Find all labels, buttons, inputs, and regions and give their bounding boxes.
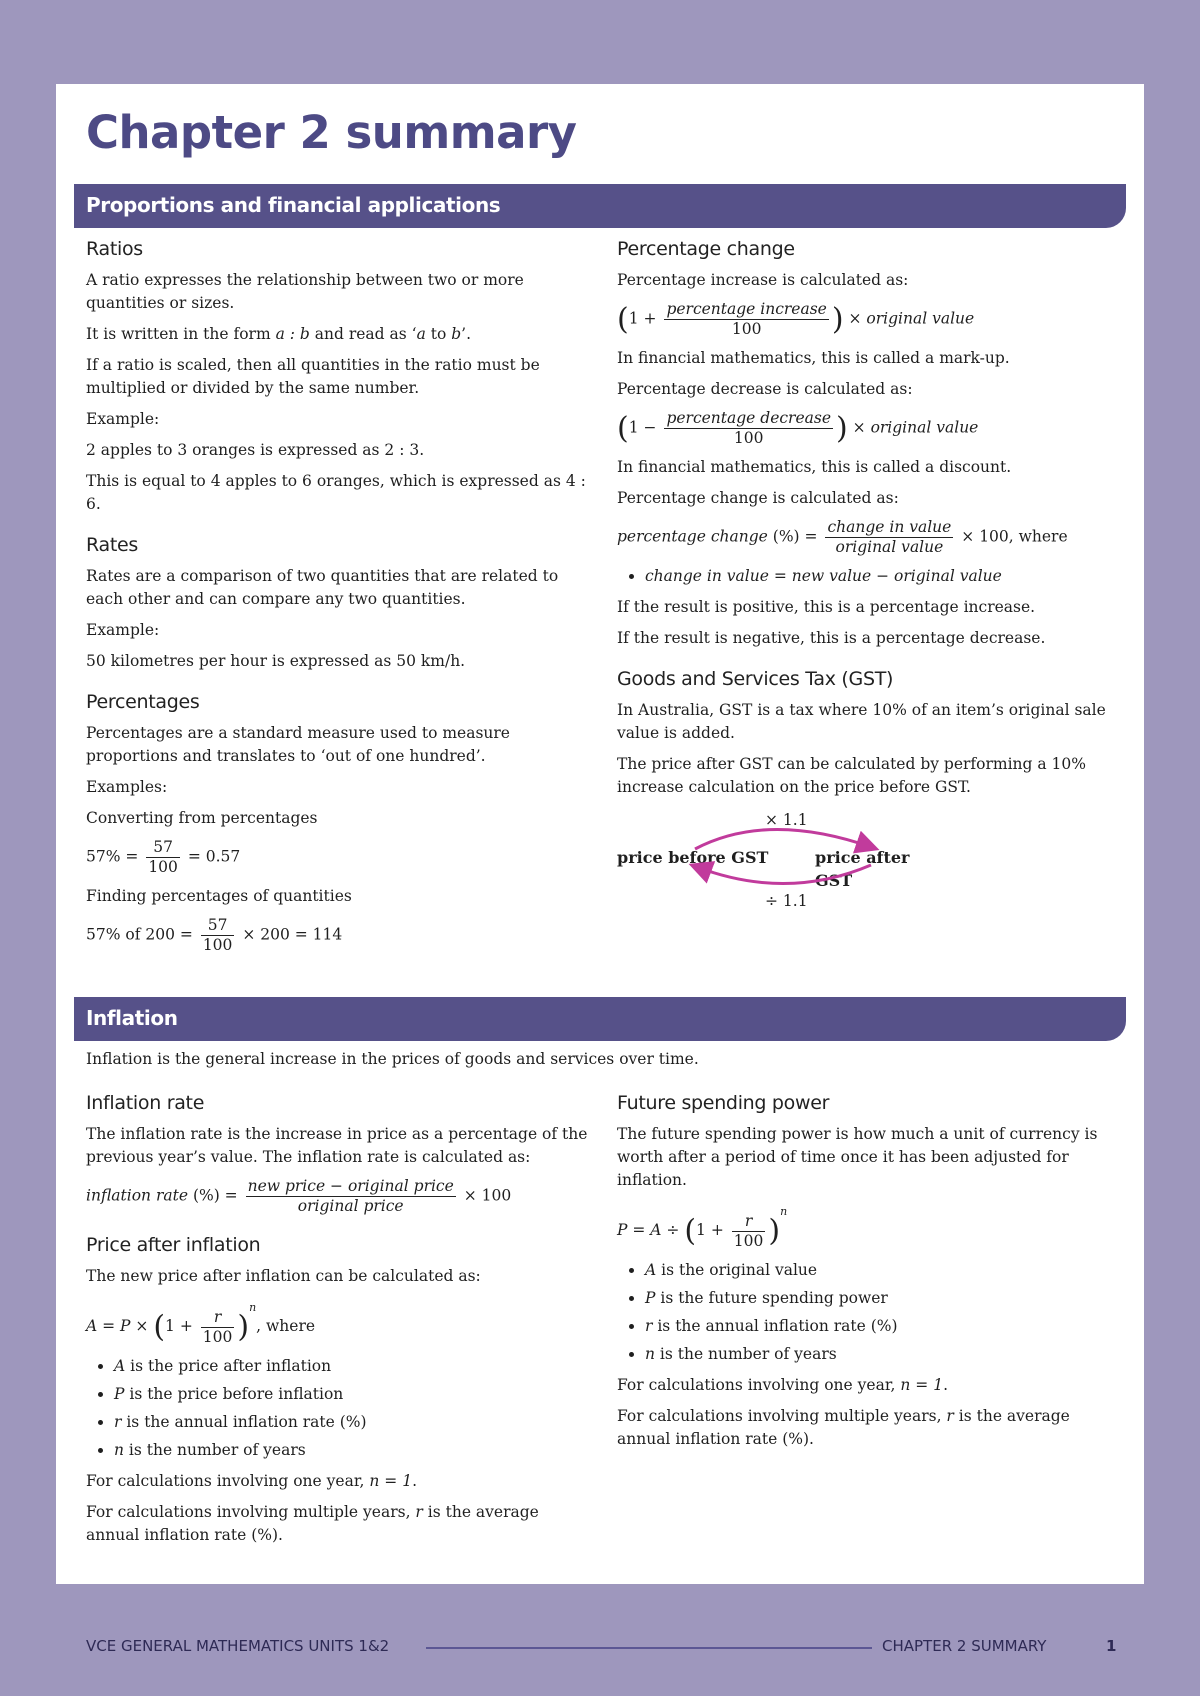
section-title: Proportions and financial applications	[86, 193, 501, 217]
inflation-rate-heading: Inflation rate	[86, 1092, 205, 1114]
list-item: • r is the annual inflation rate (%)	[645, 1315, 1122, 1338]
ratios-definition: A ratio expresses the relationship between two or more quantities or sizes.	[86, 271, 524, 312]
list-item: • n is the number of years	[645, 1343, 1122, 1366]
formula-percent-of: 57% of 200 = $\frac{57}{100}$ × 200 = 114	[86, 916, 343, 954]
gst-forward-arrow	[695, 829, 871, 849]
section-title: Inflation	[86, 1006, 178, 1030]
future-spending-variables	[617, 1259, 1122, 1366]
footer-rule	[426, 1647, 872, 1649]
gst-backward-arrow	[697, 865, 871, 884]
price-after-gst-label: price after GST	[815, 848, 910, 890]
ratios-scaling: If a ratio is scaled, then all quantities in the ratio must be multiplied or divided by the same number.	[86, 356, 540, 397]
page-footer	[86, 1637, 1116, 1663]
pct-decrease-note: In financial mathematics, this is called a discount.	[617, 458, 1012, 476]
section-band-inflation	[74, 997, 1126, 1041]
rates-definition: Rates are a comparison of two quantities that are related to each other and can compare any two quantities.	[86, 567, 559, 608]
gst-arrows	[617, 813, 947, 913]
price-after-multi-year: For calculations involving multiple years, r is the average annual inflation rate (%).	[86, 1502, 539, 1544]
page-number: 1	[1106, 1637, 1117, 1655]
future-one-year: For calculations involving one year, n = 1.	[617, 1375, 948, 1394]
right-column-proportions	[617, 238, 1122, 913]
gst-calculation: The price after GST can be calculated by performing a 10% increase calculation on the price before GST.	[617, 755, 1087, 796]
price-after-one-year: For calculations involving one year, n = 1.	[86, 1471, 417, 1490]
section-band-proportions	[74, 184, 1126, 228]
right-column-inflation	[617, 1092, 1122, 1459]
footer-book-title: VCE GENERAL MATHEMATICS UNITS 1&2	[86, 1637, 390, 1655]
formula-percent-convert: 57% = $\frac{57}{100}$ = 0.57	[86, 838, 241, 876]
ratios-example-2: This is equal to 4 apples to 6 oranges, which is expressed as 4 : 6.	[86, 472, 586, 513]
price-after-inflation-heading: Price after inflation	[86, 1234, 261, 1256]
pct-negative-note: If the result is negative, this is a percentage decrease.	[617, 629, 1046, 647]
list-item: • A is the price after inflation	[114, 1355, 591, 1378]
formula-pct-increase: (1 + $\frac{\text{percentage increase}}{100}$ ) × original value	[617, 300, 975, 338]
percentages-examples-label: Examples:	[86, 778, 168, 796]
formula-pct-decrease: (1 − $\frac{\text{percentage decrease}}{100}$ ) × original value	[617, 409, 979, 447]
inflation-intro: Inflation is the general increase in the prices of goods and services over time.	[86, 1050, 699, 1068]
ratios-heading: Ratios	[86, 238, 143, 260]
page-title: Chapter 2 summary	[86, 106, 577, 159]
future-multi-year: For calculations involving multiple years, r is the average annual inflation rate (%).	[617, 1406, 1070, 1448]
gst-heading: Goods and Services Tax (GST)	[617, 668, 894, 690]
ratios-example-label: Example:	[86, 410, 160, 428]
ratios-form: It is written in the form a : b and read as ‘a to b’.	[86, 325, 472, 343]
future-spending-heading: Future spending power	[617, 1092, 830, 1114]
percentages-heading: Percentages	[86, 691, 200, 713]
gst-definition: In Australia, GST is a tax where 10% of an item’s original sale value is added.	[617, 701, 1106, 742]
percentages-sub-finding: Finding percentages of quantities	[86, 887, 352, 905]
list-item: • P is the price before inflation	[114, 1383, 591, 1406]
gst-multiply-label: × 1.1	[765, 811, 808, 829]
inflation-rate-definition: The inflation rate is the increase in price as a percentage of the previous year’s value. The inflation rate is calculated as:	[86, 1125, 588, 1166]
price-after-intro: The new price after inflation can be calculated as:	[86, 1267, 481, 1285]
price-after-variables	[86, 1355, 591, 1462]
future-spending-definition: The future spending power is how much a unit of currency is worth after a period of time once it has been adjusted for inflation.	[617, 1125, 1098, 1189]
list-item: • A is the original value	[645, 1259, 1122, 1282]
percentage-change-heading: Percentage change	[617, 238, 795, 260]
left-column-proportions	[86, 238, 591, 963]
rates-example-1: 50 kilometres per hour is expressed as 50 km/h.	[86, 652, 466, 670]
formula-future-spending: P = A ÷ (1 + $\frac{r}{100}$ )$^n$	[617, 1205, 788, 1250]
list-item: • P is the future spending power	[645, 1287, 1122, 1310]
pct-change-intro: Percentage change is calculated as:	[617, 489, 899, 507]
rates-heading: Rates	[86, 534, 138, 556]
price-before-gst-label: price before GST	[617, 848, 769, 867]
list-item: • change in value = new value − original value	[645, 565, 1122, 588]
gst-diagram	[617, 813, 947, 913]
list-item: • r is the annual inflation rate (%)	[114, 1411, 591, 1434]
left-column-inflation	[86, 1092, 591, 1555]
list-item: • n is the number of years	[114, 1439, 591, 1462]
page-sheet	[56, 84, 1144, 1584]
formula-inflation-rate: inflation rate (%) = $\frac{\text{new price − original price}}{\text{original price}}$ × 100	[86, 1177, 512, 1215]
pct-increase-note: In financial mathematics, this is called a mark-up.	[617, 349, 1010, 367]
footer-chapter-label: CHAPTER 2 SUMMARY	[882, 1637, 1047, 1655]
pct-change-bullets	[617, 565, 1122, 588]
pct-increase-intro: Percentage increase is calculated as:	[617, 271, 909, 289]
formula-pct-change: percentage change (%) = $\frac{\text{change in value}}{\text{original value}}$ × 100, where	[617, 518, 1068, 556]
percentages-sub-converting: Converting from percentages	[86, 809, 318, 827]
pct-positive-note: If the result is positive, this is a percentage increase.	[617, 598, 1036, 616]
percentages-definition: Percentages are a standard measure used to measure proportions and translates to ‘out of one hundred’.	[86, 724, 510, 765]
formula-price-after: A = P × (1 + $\frac{r}{100}$ )$^n$, where	[86, 1301, 316, 1346]
rates-example-label: Example:	[86, 621, 160, 639]
pct-decrease-intro: Percentage decrease is calculated as:	[617, 380, 913, 398]
gst-divide-label: ÷ 1.1	[765, 892, 808, 910]
ratios-example-1: 2 apples to 3 oranges is expressed as 2 : 3.	[86, 441, 425, 459]
